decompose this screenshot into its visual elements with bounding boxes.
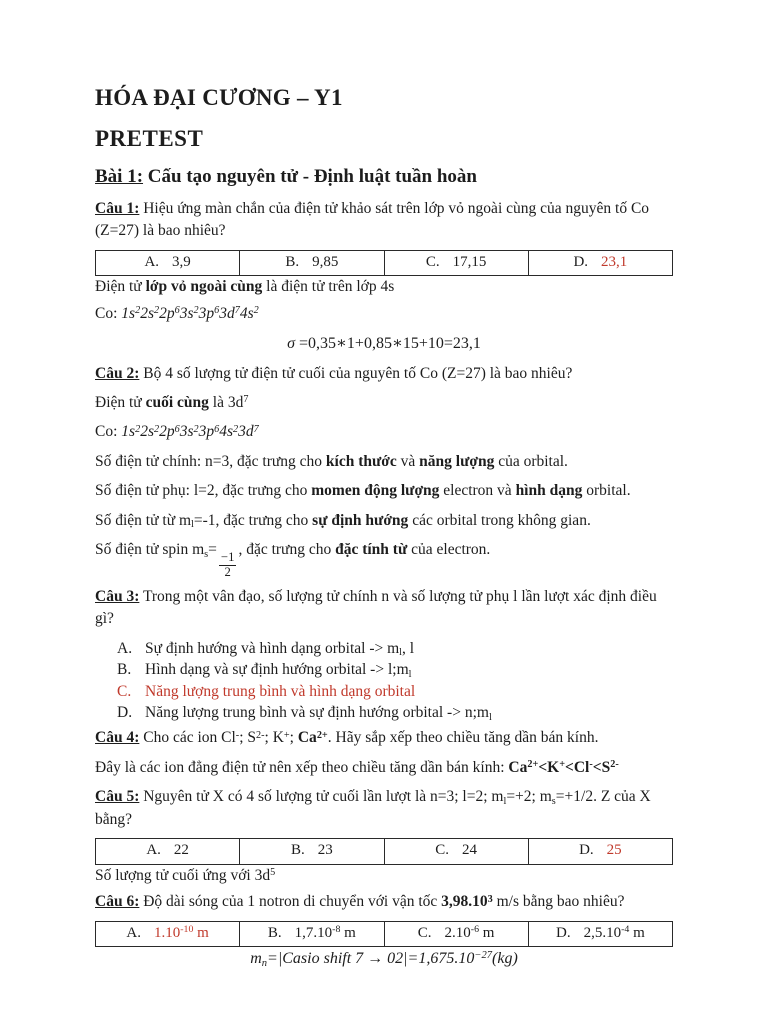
option-text — [145, 681, 673, 702]
text-run: 3,9 — [172, 253, 191, 270]
text-run: 2s — [140, 423, 154, 441]
text-run: 3 — [487, 893, 493, 905]
text-run: 3d — [219, 304, 235, 322]
text-run: Điện tử — [95, 393, 146, 411]
option-letter: D. — [556, 924, 571, 941]
option-letter: A. — [144, 253, 160, 270]
answer-cell — [384, 251, 528, 276]
option-value — [174, 842, 189, 858]
text-run: 17,15 — [452, 253, 487, 270]
text-run: Nguyên tử X có 4 số lượng tử cuối lần lượt là n=3; l=2; m — [139, 788, 504, 806]
text-run: Năng lượng trung bình và hình dạng orbital — [145, 682, 416, 700]
answer-cell — [96, 839, 239, 864]
text-run: 3p — [198, 304, 215, 322]
option-value — [607, 842, 622, 858]
option-letter: A. — [126, 924, 141, 941]
text-run: <Cl — [565, 758, 590, 776]
text-run: σ — [287, 335, 296, 353]
text-run: m — [250, 950, 262, 968]
text-run: l — [408, 668, 412, 680]
text-run: orbital. — [582, 482, 631, 500]
text-run: -4 — [621, 924, 630, 936]
option-letter: D. — [579, 842, 594, 859]
text-run: 2- — [256, 729, 265, 741]
option-row — [117, 638, 673, 659]
option-letter: C. — [417, 924, 432, 941]
fraction — [219, 551, 237, 579]
text-run: các orbital trong không gian. — [408, 511, 591, 529]
explanation-q1 — [95, 276, 673, 298]
text-run: là 3d — [208, 393, 244, 411]
text-run: momen động lượng — [311, 482, 440, 500]
text-run: m — [629, 924, 645, 941]
explanation-q5 — [95, 865, 673, 887]
text-run: 2 — [193, 423, 199, 435]
option-letter: B. — [290, 842, 305, 859]
option-value — [445, 925, 495, 941]
text-run: 3s — [179, 304, 194, 322]
sigma-formula — [95, 332, 673, 355]
text-run: 2 — [153, 305, 160, 317]
text-run: l — [488, 711, 492, 723]
lesson-title: Cấu tạo nguyên tử - Định luật tuần hoàn — [143, 166, 477, 188]
text-run: s — [551, 795, 556, 807]
answer-cell — [96, 251, 239, 276]
text-run: m — [193, 924, 209, 941]
text-run: 2p — [159, 304, 175, 322]
text-run: Hình dạng và sự định hướng orbital -> l;m — [145, 661, 409, 679]
option-letter: B. — [117, 661, 132, 679]
text-run: Sự định hướng và hình dạng orbital -> m — [145, 639, 400, 657]
text-run: - — [235, 729, 240, 741]
text-run: 2s — [140, 304, 154, 322]
explanation-q2 — [95, 392, 673, 414]
text-run: |Casio shift 7 → 02| — [277, 950, 408, 968]
text-run: 2- — [610, 759, 619, 771]
lesson-label: Bài 1: — [95, 166, 144, 188]
text-run: =0,35∗1+0,85∗15+10=23,1 — [295, 335, 481, 353]
text-run: ; — [289, 729, 298, 747]
quantum-number-n — [95, 451, 673, 473]
text-run: 7 — [243, 394, 249, 406]
text-run: l — [191, 519, 194, 531]
text-run: 2 — [253, 305, 259, 317]
text-run: 2 — [135, 423, 141, 435]
text-run: , đặc trưng cho — [238, 541, 336, 559]
answer-cell — [96, 922, 239, 947]
text-run: Bộ 4 số lượng tử điện tử cuối của nguyên tố Co (Z=27) là bao nhiêu? — [139, 364, 573, 382]
text-run: 2,5.10 — [583, 924, 622, 941]
text-run: 6 — [174, 305, 180, 317]
answer-cell — [384, 922, 528, 947]
text-run: 1s — [121, 304, 136, 322]
text-run: s — [204, 548, 209, 560]
text-run: <S — [592, 758, 611, 776]
text-run: m — [340, 924, 356, 941]
text-run: 23,1 — [601, 253, 628, 270]
answer-cell — [528, 922, 672, 947]
answer-cell — [384, 839, 528, 864]
question-1 — [95, 198, 673, 243]
text-run: −27 — [474, 950, 493, 962]
text-run: 6 — [174, 423, 180, 435]
option-value — [312, 254, 338, 270]
text-run: Số lượng tử cuối ứng với 3d — [95, 866, 271, 884]
text-run: Câu 2: — [95, 364, 140, 382]
text-run: Câu 4: — [95, 729, 140, 747]
option-value — [318, 842, 333, 858]
text-run: (kg) — [492, 950, 518, 968]
text-run: + — [559, 759, 566, 771]
option-letter: A. — [117, 639, 133, 657]
text-run: Câu 1: — [95, 199, 140, 217]
text-run: cuối cùng — [145, 393, 209, 411]
text-run: =+2; m — [506, 788, 552, 806]
text-run: , l — [402, 639, 415, 657]
text-run: 6 — [214, 423, 220, 435]
options-q3 — [117, 638, 673, 724]
option-value — [453, 254, 487, 270]
option-text — [145, 638, 673, 659]
text-run: ; K — [264, 729, 284, 747]
text-run: của orbital. — [494, 452, 568, 470]
text-run: và — [396, 452, 420, 470]
lesson-heading — [95, 165, 673, 189]
text-run: là điện tử trên lớp 4s — [262, 278, 395, 296]
text-run: đặc tính từ — [335, 541, 408, 559]
text-run: Năng lượng trung bình và sự định hướng orbital -> n;m — [145, 704, 489, 722]
answer-table-q5 — [95, 838, 673, 865]
text-run: Ca — [508, 758, 528, 776]
quantum-number-l — [95, 480, 673, 502]
text-run: -8 — [332, 924, 341, 936]
option-row — [117, 659, 673, 680]
text-run: . Hãy sắp xếp theo chiều tăng dần bán kính. — [327, 729, 599, 747]
text-run: Đây là các ion đẳng điện tử nên xếp theo chiều tăng dần bán kính: — [95, 758, 509, 776]
option-letter: D. — [117, 704, 133, 722]
text-run: 3s — [179, 423, 194, 441]
answer-cell — [528, 251, 672, 276]
text-run: Số điện tử phụ: l=2, đặc trưng cho — [95, 482, 312, 500]
text-run: 25 — [606, 842, 622, 859]
text-run: ; S — [239, 729, 257, 747]
text-run: 24 — [462, 842, 477, 859]
text-run: 4s — [219, 423, 234, 441]
text-run: l — [399, 647, 403, 659]
answer-cell — [239, 922, 383, 947]
option-letter: D. — [573, 253, 589, 270]
electron-config-co-1 — [95, 303, 673, 325]
text-run: 3p — [198, 423, 215, 441]
option-letter: B. — [285, 253, 300, 270]
text-run: Cho các ion Cl — [139, 729, 236, 747]
option-text — [145, 659, 673, 680]
text-run: Độ dài sóng của 1 notron di chuyển với vận tốc — [139, 893, 442, 911]
document-subtitle: PRETEST — [95, 125, 204, 151]
option-value — [172, 254, 191, 270]
text-run: 6 — [214, 305, 220, 317]
option-row — [117, 681, 673, 702]
text-run: 2p — [159, 423, 175, 441]
text-run: Co: — [95, 304, 122, 322]
text-run: 1.10 — [154, 924, 181, 941]
text-run: 7 — [234, 305, 240, 317]
text-run: của electron. — [407, 541, 491, 559]
text-run: Số điện tử spin m — [95, 541, 205, 559]
text-run: electron và — [439, 482, 516, 500]
text-run: Số điện tử từ m — [95, 511, 192, 529]
text-run: Trong một vân đạo, số lượng tử chính n và số lượng tử phụ l lần lượt xác định điều gì? — [95, 587, 657, 628]
question-4 — [95, 727, 673, 749]
text-run: 3,98.10 — [441, 893, 488, 911]
option-value — [601, 254, 627, 270]
text-run: 2 — [193, 305, 199, 317]
text-run: <K — [538, 758, 560, 776]
text-run: 2 — [233, 423, 239, 435]
text-run: Câu 3: — [95, 587, 140, 605]
text-run: sự định hướng — [312, 511, 409, 529]
fraction-numerator: −1 — [220, 550, 235, 565]
text-run: 2 — [135, 305, 141, 317]
text-run: 22 — [173, 842, 189, 859]
text-run: 7 — [253, 423, 259, 435]
text-run: 1s — [121, 423, 136, 441]
option-text — [145, 702, 673, 723]
text-run: =+1/2. Z của X bằng? — [95, 788, 651, 828]
fraction-denominator: 2 — [224, 564, 231, 579]
text-run: Ca — [297, 729, 317, 747]
option-letter: C. — [435, 842, 449, 859]
option-letter: A. — [146, 842, 161, 859]
question-3 — [95, 586, 673, 631]
text-run: năng lượng — [419, 452, 495, 470]
quantum-number-ml — [95, 510, 673, 532]
option-value — [154, 925, 209, 941]
text-run: -10 — [180, 924, 194, 936]
document-body — [95, 198, 673, 970]
text-run: 9,85 — [312, 253, 339, 270]
answer-cell — [528, 839, 672, 864]
text-run: = — [267, 950, 278, 968]
option-row — [117, 702, 673, 723]
question-5 — [95, 786, 673, 831]
text-run: -6 — [470, 924, 480, 936]
text-run: Hiệu ứng màn chắn của điện tử khảo sát trên lớp vỏ ngoài cùng của nguyên tố Co (Z=27) là bao nhiêu? — [95, 199, 650, 240]
text-run: m/s bằng bao nhiêu? — [492, 893, 625, 911]
answer-cell — [239, 839, 383, 864]
text-run: 2+ — [316, 729, 328, 741]
text-run: 5 — [270, 867, 276, 879]
text-run: Câu 6: — [95, 893, 140, 911]
option-value — [295, 925, 356, 941]
text-run: 1,7.10 — [294, 924, 333, 941]
text-run: n — [261, 957, 268, 969]
document-title: HÓA ĐẠI CƯƠNG – Y1 — [95, 85, 343, 110]
text-run: kích thước — [325, 452, 397, 470]
option-value — [584, 925, 645, 941]
option-value — [462, 842, 477, 858]
question-6 — [95, 891, 673, 913]
text-run: 23 — [317, 842, 333, 859]
text-run: Số điện tử chính: n=3, đặc trưng cho — [95, 452, 326, 470]
text-run: =-1, đặc trưng cho — [193, 511, 313, 529]
text-run: 2 — [153, 423, 160, 435]
text-run: + — [283, 729, 290, 741]
option-letter: C. — [425, 253, 440, 270]
explanation-q4 — [95, 757, 673, 779]
text-run: 4s — [239, 304, 254, 322]
answer-table-q1 — [95, 250, 673, 277]
quantum-number-ms — [95, 539, 673, 579]
text-run: Điện tử — [95, 278, 146, 296]
text-run: Co: — [95, 423, 122, 441]
text-run: - — [589, 759, 593, 771]
question-2 — [95, 363, 673, 385]
text-run: Câu 5: — [95, 788, 140, 806]
answer-cell — [239, 251, 383, 276]
text-run: 2+ — [527, 759, 539, 771]
text-run: 3d — [238, 423, 254, 441]
text-run: = — [208, 541, 217, 559]
text-run: =1,675.10 — [407, 950, 475, 968]
electron-config-co-2 — [95, 421, 673, 443]
neutron-mass-formula — [95, 947, 673, 970]
option-letter: C. — [117, 682, 132, 700]
text-run: lớp vỏ ngoài cùng — [145, 278, 263, 296]
text-run: 2.10 — [444, 924, 471, 941]
option-letter: B. — [267, 924, 282, 941]
text-run: l — [503, 795, 507, 807]
text-run: hình dạng — [515, 482, 583, 500]
answer-table-q6 — [95, 921, 673, 948]
text-run: m — [479, 924, 495, 941]
